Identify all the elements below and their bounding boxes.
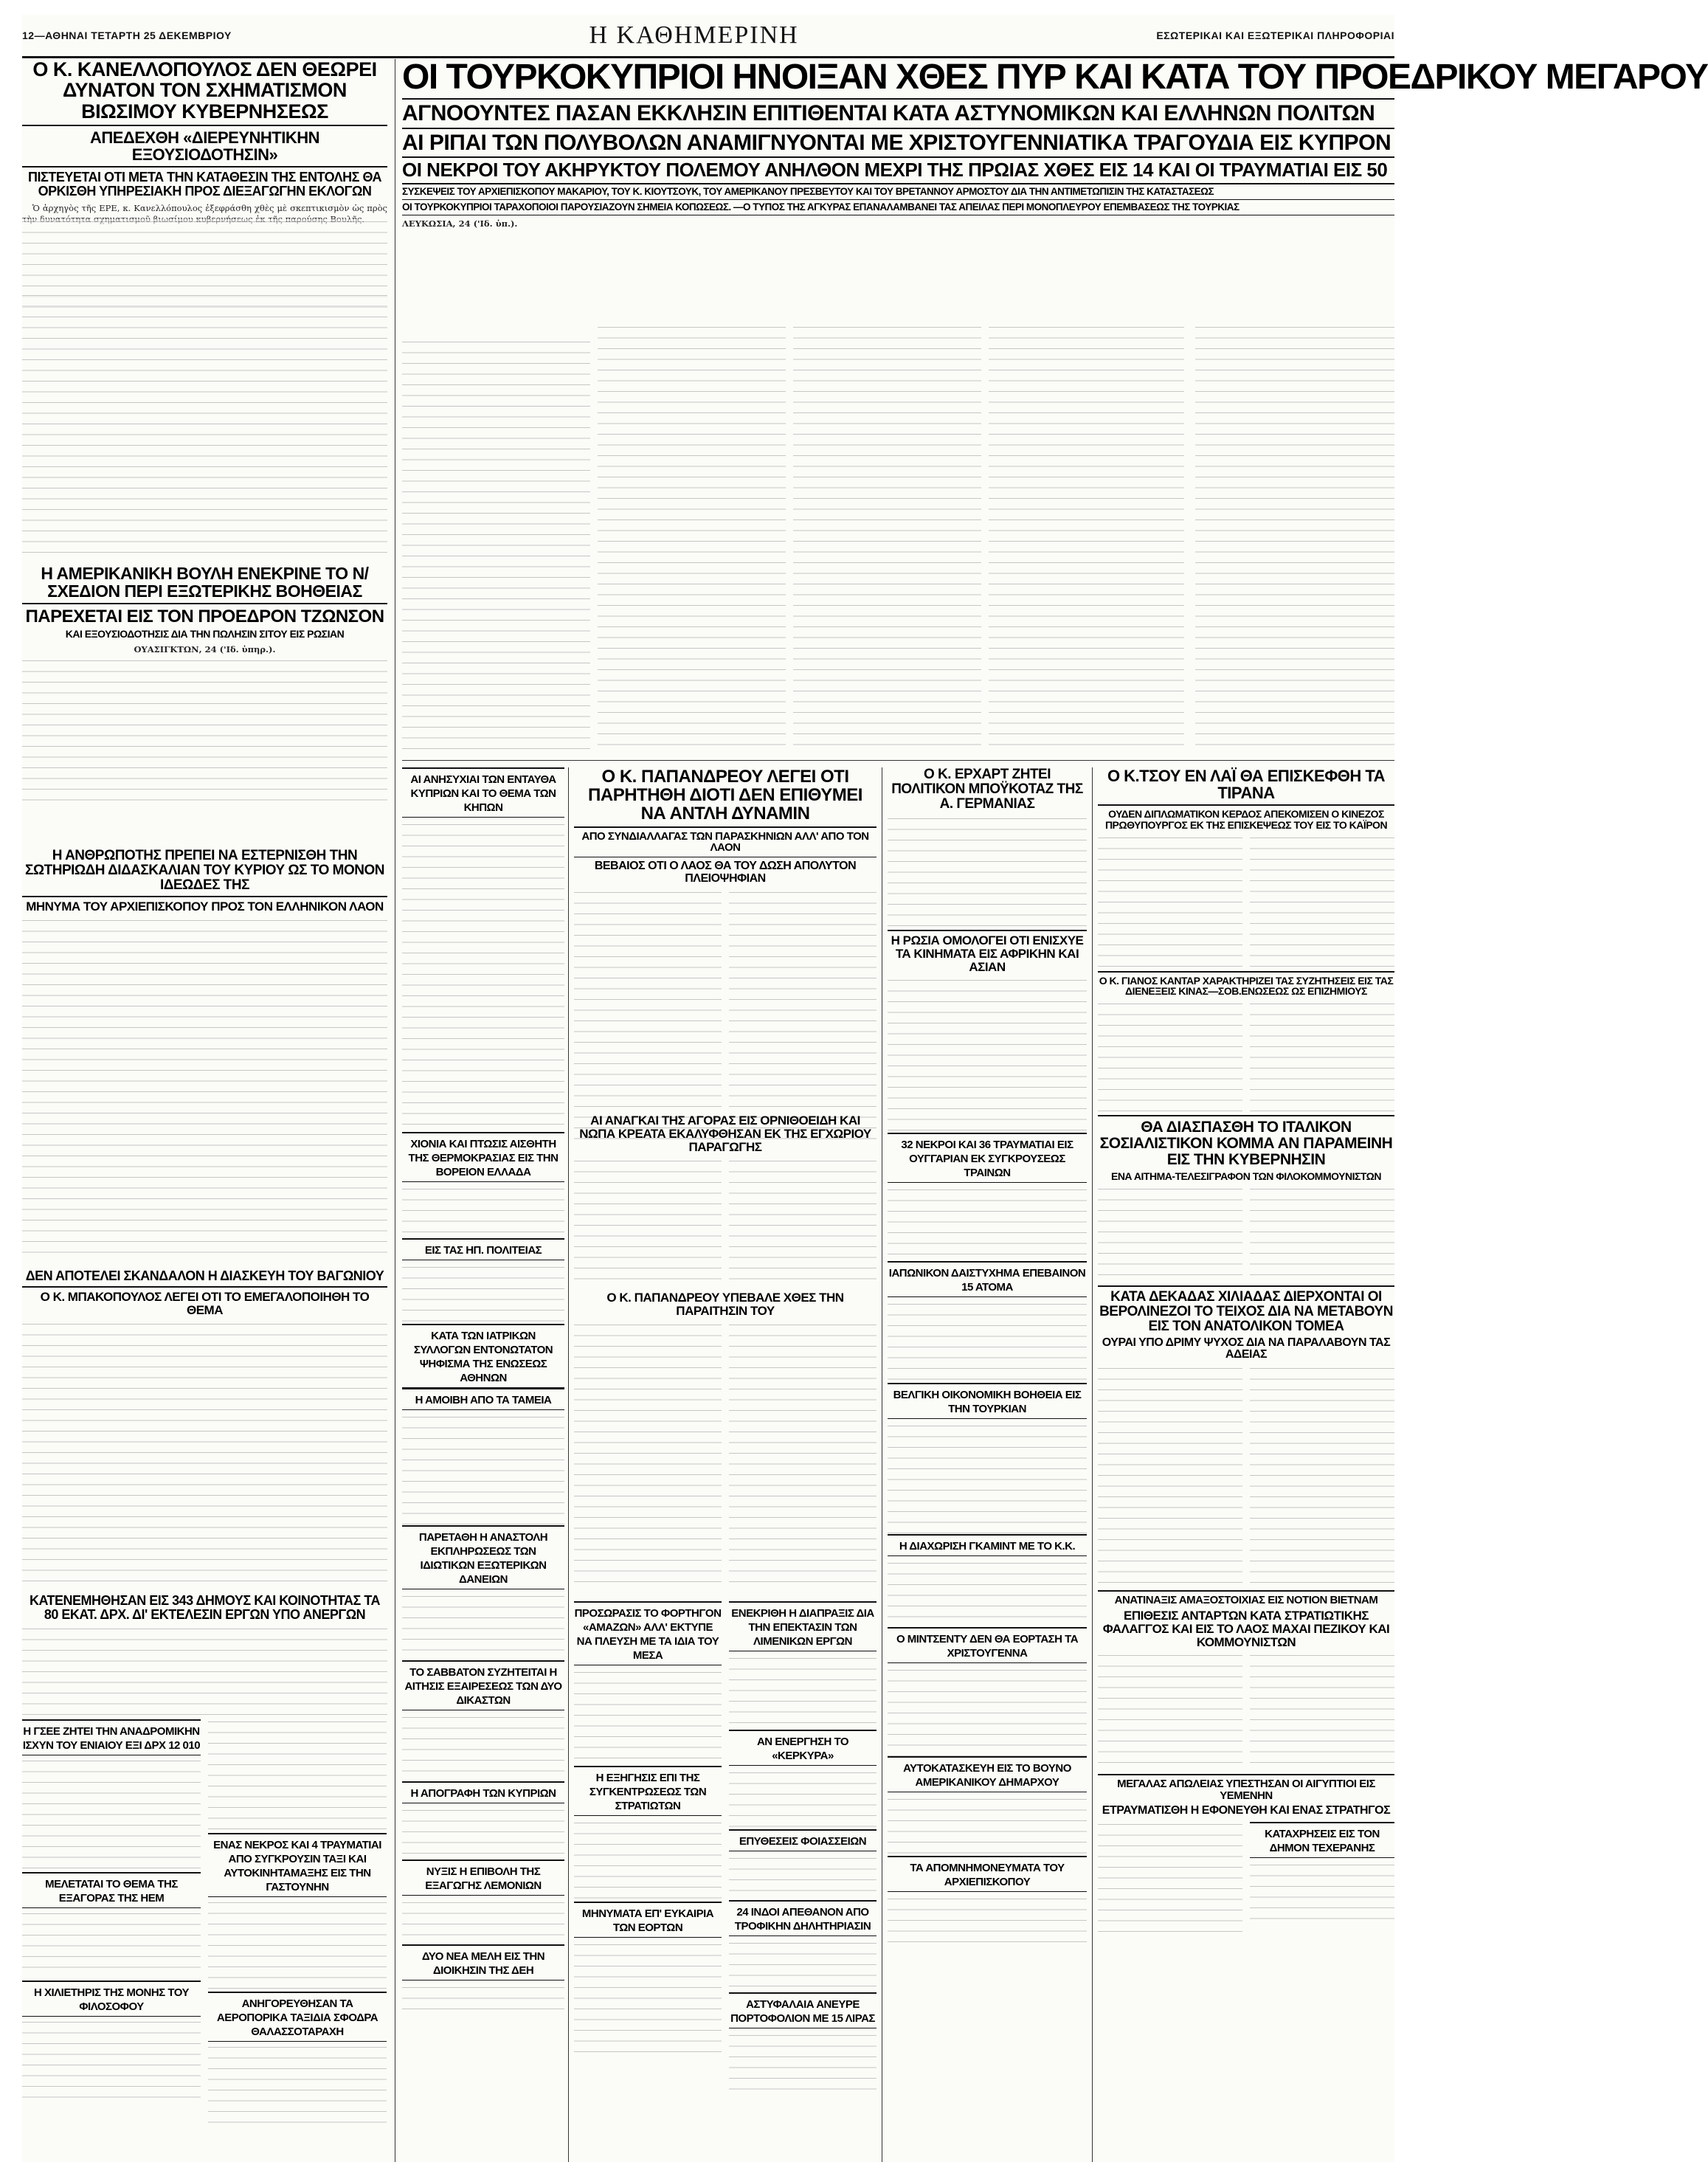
body-text-block (729, 1770, 877, 1829)
body-text-block (208, 1900, 387, 1989)
markets-headline: ΑΙ ΑΝΑΓΚΑΙ ΤΗΣ ΑΓΟΡΑΣ ΕΙΣ ΟΡΝΙΘΟΕΙΔΗ ΚΑΙ ΝΩΠΑ ΚΡΕΑΤΑ ΕΚΑΛΥΦΘΗΣΑΝ ΕΚ ΤΗΣ ΕΓΧΩΡΙΟΥ ΠΑΡΑΓΩΓΗΣ (579, 1113, 871, 1154)
egypt-sub: ΕΤΡΑΥΜΑΤΙΣΘΗ Η ΕΦΟΝΕΥΘΗ ΚΑΙ ΕΝΑΣ ΣΤΡΑΤΗΓΟΣ (1102, 1803, 1391, 1817)
unemployed-headline: ΚΑΤΕΝΕΜΗΘΗΣΑΝ ΕΙΣ 343 ΔΗΜΟΥΣ ΚΑΙ ΚΟΙΝΟΤΗΤΑΣ ΤΑ 80 ΕΚΑΤ. ΔΡΧ. ΔΙ' ΕΚΤΕΛΕΣΙΝ ΕΡΓΩΝ ΥΠΟ ΑΝΕΡΓΩΝ (29, 1593, 380, 1622)
amazon-box: ΠΡΟΣΩΡΑΣΙΣ ΤΟ ΦΟΡΤΗΓΟΝ «ΑΜΑΖΩΝ» ΑΛΛ' ΕΚΤΥΠΕ ΝΑ ΠΛΕΥΣΗ ΜΕ ΤΑ ΙΔΙΑ ΤΟΥ ΜΕΣΑ (574, 1601, 722, 1665)
chou-body (1098, 835, 1394, 968)
lemons-box: ΝΥΞΙΣ Η ΕΠΙΒΟΛΗ ΤΗΣ ΕΞΑΓΩΓΗΣ ΛΕΜΟΝΙΩΝ (402, 1859, 564, 1896)
divider (402, 156, 1394, 158)
unemployed-works-article (22, 1594, 387, 2162)
body-text-block (1250, 1862, 1394, 1921)
newspaper-page (22, 15, 1708, 2162)
cyprus-main-headline: ΟΙ ΤΟΥΡΚΟΚΥΠΡΙΟΙ ΗΝΟΙΞΑΝ ΧΘΕΣ ΠΥΡ ΚΑΙ ΚΑΤΑ ΤΟΥ ΠΡΟΕΔΡΙΚΟΥ ΜΕΓΑΡΟΥ (402, 58, 1708, 97)
wagon-article (22, 1269, 387, 1586)
us-congress-sub2: ΚΑΙ ΕΞΟΥΣΙΟΔΟΤΗΣΙΣ ΔΙΑ ΤΗΝ ΠΩΛΗΣΙΝ ΣΙΤΟΥ ΕΙΣ ΡΩΣΙΑΝ (65, 628, 345, 640)
judges-box: ΤΟ ΣΑΒΒΑΤΟΝ ΣΥΖΗΤΕΙΤΑΙ Η ΑΙΤΗΣΙΣ ΕΞΑΙΡΕΣΕΩΣ ΤΩΝ ΔΥΟ ΔΙΚΑΣΤΩΝ (402, 1660, 564, 1710)
egypt-body (1098, 1822, 1394, 1933)
body-text-block (22, 1322, 387, 1587)
divider (402, 98, 1394, 100)
divider (22, 1286, 387, 1288)
middle-col-3 (729, 1601, 877, 2162)
papandreou-headline: Ο Κ. ΠΑΠΑΝΔΡΕΟΥ ΛΕΓΕΙ ΟΤΙ ΠΑΡΗΤΗΘΗ ΔΙΟΤΙ ΔΕΝ ΕΠΙΘΥΜΕΙ ΝΑ ΑΝΤΛΗ ΔΥΝΑΜΙΝ (588, 767, 862, 824)
divider (1098, 1285, 1394, 1287)
cyprus-deck-1: ΑΓΝΟΟΥΝΤΕΣ ΠΑΣΑΝ ΕΚΚΛΗΣΙΝ ΕΠΙΤΙΘΕΝΤΑΙ ΚΑΤΑ ΑΣΤΥΝΟΜΙΚΩΝ ΚΑΙ ΕΛΛΗΝΩΝ ΠΟΛΙΤΩΝ (402, 101, 1375, 126)
kanellopoulos-lead: Ὁ ἀρχηγὸς τῆς ΕΡΕ, κ. Κανελλόπουλος ἐξεφράσθη χθὲς μὲ σκεπτικισμὸν ὡς πρὸς (32, 203, 387, 213)
body-text-block (888, 1668, 1087, 1756)
fees-box: Η ΑΜΟΙΒΗ ΑΠΟ ΤΑ ΤΑΜΕΙΑ (402, 1388, 564, 1410)
italy-body (1098, 1187, 1394, 1282)
body-text-block (22, 918, 387, 1257)
body-text-block (888, 816, 1087, 927)
vietnam-sub: ΕΠΙΘΕΣΙΣ ΑΝΤΑΡΤΩΝ ΚΑΤΑ ΣΤΡΑΤΙΩΤΙΚΗΣ ΦΑΛΑΓΓΟΣ ΚΑΙ ΕΙΣ ΤΟ ΛΑΟΣ ΜΑΧΑΙ ΠΕΖΙΚΟΥ ΚΑΙ ΚΟΜΜΟΥΝΙΣΤΩΝ (1102, 1608, 1390, 1649)
body-text-block (1250, 835, 1394, 968)
us-item-box: ΕΙΣ ΤΑΣ ΗΠ. ΠΟΛΙΤΕΙΑΣ (402, 1238, 564, 1260)
cyprus-deck-5: ΟΙ ΤΟΥΡΚΟΚΥΠΡΙΟΙ ΤΑΡΑΧΟΠΟΙΟΙ ΠΑΡΟΥΣΙΑΖΟΥΝ ΣΗΜΕΙΑ ΚΟΠΩΣΕΩΣ. —Ο ΤΥΠΟΣ ΤΗΣ ΑΓΚΥΡΑΣ ΕΠΑΝΑΛΑΜΒΑΝΕΙ ΤΑΣ ΑΠΕΙΛΑΣ ΠΕΡΙ ΜΟΝΟΠΛΕΥΡΟΥ ΕΠΕΜΒΑΣΕΩΣ ΤΗΣ ΤΟΥΡΚΙΑΣ (402, 201, 1239, 213)
divider (1098, 804, 1394, 806)
body-text-block (22, 293, 387, 555)
body-text-block (1250, 1187, 1394, 1282)
world-news-col (888, 767, 1087, 2162)
papandreou-article (574, 767, 877, 1107)
kerkyra-box: ΑΝ ΕΝΕΡΓΗΣΗ ΤΟ «ΚΕΡΚΥΡΑ» (729, 1730, 877, 1766)
ng-box: Η ΔΙΑΧΩΡΙΣΗ ΓΚΑΜΙΝΤ ΜΕ ΤΟ Κ.Κ. (888, 1534, 1087, 1556)
body-text-block (208, 2045, 387, 2126)
archbishop-article (22, 849, 387, 1262)
cyprus-body-col-1 (402, 339, 590, 753)
divider (1098, 1115, 1394, 1116)
cypriots-box: ΑΙ ΑΝΗΣΥΧΙΑΙ ΤΩΝ ΕΝΤΑΥΘΑ ΚΥΠΡΙΩΝ ΚΑΙ ΤΟ ΘΕΜΑ ΤΩΝ ΚΗΠΩΝ (402, 767, 564, 818)
section-label: ΕΣΩΤΕΡΙΚΑΙ ΚΑΙ ΕΞΩΤΕΡΙΚΑΙ ΠΛΗΡΟΦΟΡΙΑΙ (1156, 30, 1394, 41)
body-text-block (22, 658, 387, 806)
body-text-block (574, 890, 722, 1141)
census-box: Η ΑΠΟΓΡΑΦΗ ΤΩΝ ΚΥΠΡΙΩΝ (402, 1781, 564, 1803)
divider (402, 199, 1394, 200)
chou-sub: ΟΥΔΕΝ ΔΙΠΛΩΜΑΤΙΚΟΝ ΚΕΡΔΟΣ ΑΠΕΚΟΜΙΣΕΝ Ο ΚΙΝΕΖΟΣ ΠΡΩΘΥΠΟΥΡΓΟΣ ΕΚ ΤΗΣ ΕΠΙΣΚΕΨΕΩΣ ΤΟΥ ΕΙΣ ΤΟ ΚΑΪΡΟΝ (1104, 808, 1388, 831)
kanellopoulos-sub2: ΠΙΣΤΕΥΕΤΑΙ ΟΤΙ ΜΕΤΑ ΤΗΝ ΚΑΤΑΘΕΣΙΝ ΤΗΣ ΕΝΤΟΛΗΣ ΘΑ ΟΡΚΙΣΘΗ ΥΠΗΡΕΣΙΑΚΗ ΠΡΟΣ ΔΙΕΞΑΓΩΓΗΝ ΕΚΛΟΓΩΝ (28, 170, 381, 199)
body-text-block (1098, 1187, 1242, 1282)
body-text-block (574, 1158, 722, 1284)
body-text-block (402, 1715, 564, 1781)
body-text-block (888, 1797, 1087, 1856)
divider (22, 603, 387, 604)
cyprus-body-col-2 (598, 325, 786, 753)
body-text-block (22, 1758, 201, 1869)
divider (22, 896, 387, 897)
short-items-right (208, 1719, 387, 2129)
body-text-block (574, 1942, 722, 2053)
greetings-box: ΜΗΝΥΜΑΤΑ ΕΠ' ΕΥΚΑΙΡΙΑ ΤΩΝ ΕΟΡΤΩΝ (574, 1902, 722, 1938)
body-text-block (22, 1911, 201, 1978)
body-text-block (888, 1187, 1087, 1261)
divider (22, 166, 387, 168)
markets-article (574, 1114, 877, 1284)
loans-box: ΠΑΡΕΤΑΘΗ Η ΑΝΑΣΤΟΛΗ ΕΚΠΛΗΡΩΣΕΩΣ ΤΩΝ ΙΔΙΩΤΙΚΩΝ ΕΞΩΤΕΡΙΚΩΝ ΔΑΝΕΙΩΝ (402, 1525, 564, 1589)
kanellopoulos-headline: Ο Κ. ΚΑΝΕΛΛΟΠΟΥΛΟΣ ΔΕΝ ΘΕΩΡΕΙ ΔΥΝΑΤΟΝ ΤΟΝ ΣΧΗΜΑΤΙΣΜΟΝ ΒΙΩΣΙΜΟΥ ΚΥΒΕΡΝΗΣΕΩΣ (32, 58, 377, 122)
body-text-block (402, 1187, 564, 1238)
mindszenty-box: Ο ΜΙΝΤΣΕΝΤΥ ΔΕΝ ΘΑ ΕΟΡΤΑΣΗ ΤΑ ΧΡΙΣΤΟΥΓΕΝΝΑ (888, 1627, 1087, 1663)
russia-headline: Η ΡΩΣΙΑ ΟΜΟΛΟΓΕΙ ΟΤΙ ΕΝΙΣΧΥΕ ΤΑ ΚΙΝΗΜΑΤΑ ΕΙΣ ΑΦΡΙΚΗΝ ΚΑΙ ΑΣΙΑΝ (891, 933, 1084, 974)
body-text-block (888, 1302, 1087, 1383)
body-text-block (402, 1900, 564, 1944)
cyprus-deck-4: ΣΥΣΚΕΨΕΙΣ ΤΟΥ ΑΡΧΙΕΠΙΣΚΟΠΟΥ ΜΑΚΑΡΙΟΥ, ΤΟΥ Κ. ΚΙΟΥΤΣΟΥΚ, ΤΟΥ ΑΜΕΡΙΚΑΝΟΥ ΠΡΕΣΒΕΥΤΟΥ ΚΑΙ ΤΟΥ ΒΡΕΤΑΝΝΟΥ ΑΡΜΟΣΤΟΥ ΔΙΑ ΤΗΝ ΑΝΤΙΜΕΤΩΠΙΣΙΝ ΤΗΣ ΚΑΤΑΣΤΑΣΕΩΣ (402, 185, 1214, 197)
body-text-block (729, 890, 877, 1141)
middle-col-1 (402, 767, 564, 2162)
body-text-block (888, 1423, 1087, 1534)
papandreou-sub2: ΒΕΒΑΙΟΣ ΟΤΙ Ο ΛΑΟΣ ΘΑ ΤΟΥ ΔΩΣΗ ΑΠΟΛΥΤΟΝ ΠΛΕΙΟΨΗΦΙΑΝ (594, 860, 857, 885)
japan-box: ΙΑΠΩΝΙΚΟΝ ΔΑΙΣΤΥΧΗΜΑ ΕΠΕΒΑΙΝΟΝ 15 ΑΤΟΜΑ (888, 1261, 1087, 1297)
us-congress-sub1: ΠΑΡΕΧΕΤΑΙ ΕΙΣ ΤΟΝ ΠΡΟΕΔΡΟΝ ΤΖΩΝΣΟΝ (25, 607, 384, 627)
divider (888, 930, 1087, 931)
section-rule (402, 760, 1394, 761)
kanellopoulos-continued (22, 293, 387, 555)
egypt-headline: ΜΕΓΑΛΑΣ ΑΠΩΛΕΙΑΣ ΥΠΕΣΤΗΣΑΝ ΟΙ ΑΙΓΥΠΤΙΟΙ ΕΙΣ ΥΕΜΕΝΗΝ (1117, 1778, 1375, 1803)
vietnam-headline: ΑΝΑΤΙΝΑΞΙΣ ΑΜΑΞΟΣΤΟΙΧΙΑΣ ΕΙΣ ΝΟΤΙΟΝ ΒΙΕΤΝΑΜ (1114, 1594, 1378, 1607)
body-text-block (729, 1322, 877, 1588)
body-text-block (888, 1896, 1087, 1948)
divider (1098, 1590, 1394, 1592)
body-text-block (1098, 835, 1242, 968)
markets-body (574, 1158, 877, 1284)
body-text-block (729, 1158, 877, 1284)
body-text-block (574, 1322, 722, 1588)
divider (1098, 971, 1394, 973)
us-congress-article (22, 564, 387, 849)
body-text-block (574, 1820, 722, 1902)
vietnam-body (1098, 1653, 1394, 1771)
body-text-block (402, 1985, 564, 2014)
wagon-headline: ΔΕΝ ΑΠΟΤΕΛΕΙ ΣΚΑΝΔΑΛΟΝ Η ΔΙΑΣΚΕΥΗ ΤΟΥ ΒΑΓΩΝΙΟΥ (25, 1268, 384, 1283)
ports-box: ΕΝΕΚΡΙΘΗ Η ΔΙΑΠΡΑΞΙΣ ΔΙΑ ΤΗΝ ΕΠΕΚΤΑΣΙΝ ΤΩΝ ΛΙΜΕΝΙΚΩΝ ΕΡΓΩΝ (729, 1601, 877, 1651)
body-text-block (729, 2033, 877, 2092)
cyprus-dateline: ΛΕΥΚΩΣΙΑ, 24 ('Ιδ. ὑπ.). (402, 218, 518, 229)
body-text-block (1098, 1366, 1242, 1587)
body-text-block (208, 1719, 387, 1830)
tehran-item (1250, 1822, 1394, 1933)
short-item: ΜΕΛΕΤΑΤΑΙ ΤΟ ΘΕΜΑ ΤΗΣ ΕΞΑΓΟΡΑΣ ΤΗΣ ΗΕΜ (22, 1872, 201, 1908)
cyprus-banner (402, 58, 1708, 339)
masthead (22, 15, 1394, 58)
body-text-block (574, 1670, 722, 1766)
short-item: ΑΝΗΓΟΡΕΥΘΗΣΑΝ ΤΑ ΑΕΡΟΠΟΡΙΚΑ ΤΑΞΙΔΙΑ ΣΦΟΔΡΑ ΘΑΛΑΣΣΟΤΑΡΑΧΗ (208, 1992, 387, 2042)
body-text-block (888, 978, 1087, 1133)
mayor-box: ΑΥΤΟΚΑΤΑΣΚΕΥΗ ΕΙΣ ΤΟ ΒΟΥΝΟ ΑΜΕΡΙΚΑΝΙΚΟΥ ΔΗΜΑΡΧΟΥ (888, 1756, 1087, 1792)
cyprus-deck-3: ΟΙ ΝΕΚΡΟΙ ΤΟΥ ΑΚΗΡΥΚΤΟΥ ΠΟΛΕΜΟΥ ΑΝΗΛΘΟΝ ΜΕΧΡΙ ΤΗΣ ΠΡΩΙΑΣ ΧΘΕΣ ΕΙΣ 14 ΚΑΙ ΟΙ ΤΡΑΥΜΑΤΙΑΙ ΕΙΣ 50 (402, 159, 1388, 182)
berlin-body (1098, 1366, 1394, 1587)
archbishop-sub: ΜΗΝΥΜΑ ΤΟΥ ΑΡΧΙΕΠΙΣΚΟΠΟΥ ΠΡΟΣ ΤΟΝ ΕΛΛΗΝΙΚΟΝ ΛΑΟΝ (26, 899, 384, 914)
short-items (22, 1719, 387, 2129)
thant-headline: Ο Κ. ΓΙΑΝΟΣ ΚΑΝΤΑΡ ΧΑΡΑΚΤΗΡΙΖΕΙ ΤΑΣ ΣΥΖΗΤΗΣΕΙΣ ΕΙΣ ΤΑΣ ΔΙΕΝΕΞΕΙΣ ΚΙΝΑΣ—ΣΟΒ.ΕΝΩΣΕΩΣ ΩΣ ΕΠΙΖΗΜΙΟΥΣ (1099, 974, 1394, 998)
memoirs-box: ΤΑ ΑΠΟΜΝΗΜΟΝΕΥΜΑΤΑ ΤΟΥ ΑΡΧΙΕΠΙΣΚΟΠΟΥ (888, 1856, 1087, 1892)
papandreou-body (574, 890, 877, 1141)
cyprus-body-col-5 (1195, 325, 1394, 753)
italy-headline: ΘΑ ΔΙΑΣΠΑΣΘΗ ΤΟ ΙΤΑΛΙΚΟΝ ΣΟΣΙΑΛΙΣΤΙΚΟΝ ΚΟΜΜΑ ΑΝ ΠΑΡΑΜΕΙΝΗ ΕΙΣ ΤΗΝ ΚΥΒΕΡΝΗΣΙΝ (1099, 1118, 1393, 1169)
soldiers-box: Η ΕΞΗΓΗΣΙΣ ΕΠΙ ΤΗΣ ΣΥΓΚΕΝΤΡΩΣΕΩΣ ΤΩΝ ΣΤΡΑΤΙΩΤΩΝ (574, 1766, 722, 1816)
body-text-block (1098, 1822, 1242, 1933)
cyprus-deck-2: ΑΙ ΡΙΠΑΙ ΤΩΝ ΠΟΛΥΒΟΛΩΝ ΑΝΑΜΙΓΝΥΟΝΤΑΙ ΜΕ ΧΡΙΣΤΟΥΓΕΝΝΙΑΤΙΚΑ ΤΡΑΓΟΥΔΙΑ ΕΙΣ ΚΥΠΡΟΝ (402, 130, 1391, 155)
divider (22, 125, 387, 126)
issue-dateline: 12—ΑΘΗΝΑΙ ΤΕΤΑΡΤΗ 25 ΔΕΚΕΜΒΡΙΟΥ (22, 30, 232, 41)
thant-body (1098, 1001, 1394, 1112)
body-text-block (22, 1626, 387, 1715)
berlin-sub: ΟΥΡΑΙ ΥΠΟ ΔΡΙΜΥ ΨΥΧΟΣ ΔΙΑ ΝΑ ΠΑΡΑΛΑΒΟΥΝ ΤΑΣ ΑΔΕΙΑΣ (1102, 1336, 1391, 1361)
dei-box: ΔΥΟ ΝΕΑ ΜΕΛΗ ΕΙΣ ΤΗΝ ΔΙΟΙΚΗΣΙΝ ΤΗΣ ΔΕΗ (402, 1944, 564, 1981)
berlin-headline: ΚΑΤΑ ΔΕΚΑΔΑΣ ΧΙΛΙΑΔΑΣ ΔΙΕΡΧΟΝΤΑΙ ΟΙ ΒΕΡΟΛΙΝΕΖΟΙ ΤΟ ΤΕΙΧΟΣ ΔΙΑ ΝΑ ΜΕΤΑΒΟΥΝ ΕΙΣ ΤΟΝ ΑΝΑΤΟΛΙΚΟΝ ΤΟΜΕΑ (1099, 1288, 1393, 1334)
short-item: Η ΧΙΛΙΕΤΗΡΙΣ ΤΗΣ ΜΟΝΗΣ ΤΟΥ ΦΙΛΟΣΟΦΟΥ (22, 1981, 201, 2017)
resignation-article (574, 1291, 877, 1594)
resignation-headline: Ο Κ. ΠΑΠΑΝΔΡΕΟΥ ΥΠΕΒΑΛΕ ΧΘΕΣ ΤΗΝ ΠΑΡΑΙΤΗΣΙΝ ΤΟΥ (606, 1291, 844, 1318)
archbishop-headline: Η ΑΝΘΡΩΠΟΤΗΣ ΠΡΕΠΕΙ ΝΑ ΕΣΤΕΡΝΙΣΘΗ ΤΗΝ ΣΩΤΗΡΙΩΔΗ ΔΙΔΑΣΚΑΛΙΑΝ ΤΟΥ ΚΥΡΙΟΥ ΩΣ ΤΟ ΜΟΝΟΝ ΙΔΕΩΔΕΣ ΤΗΣ (24, 848, 384, 893)
column-rule (568, 767, 569, 2162)
body-text-block (1250, 1653, 1394, 1771)
body-text-block (888, 1561, 1087, 1627)
body-text-block (22, 2020, 201, 2101)
italy-sub: ΕΝΑ ΑΙΤΗΜΑ-ΤΕΛΕΣΙΓΡΑΦΟΝ ΤΩΝ ΦΙΛΟΚΟΜΜΟΥΝΙΣΤΩΝ (1110, 1170, 1382, 1183)
belgium-box: ΒΕΛΓΙΚΗ ΟΙΚΟΝΟΜΙΚΗ ΒΟΗΘΕΙΑ ΕΙΣ ΤΗΝ ΤΟΥΡΚΙΑΝ (888, 1383, 1087, 1419)
papandreou-sub: ΑΠΟ ΣΥΝΔΙΑΛΛΑΓΑΣ ΤΩΝ ΠΑΡΑΣΚΗΝΙΩΝ ΑΛΛ' ΑΠΟ ΤΟΝ ΛΑΟΝ (581, 829, 869, 854)
erhard-headline: Ο Κ. ΕΡΧΑΡΤ ΖΗΤΕΙ ΠΟΛΙΤΙΚΟΝ ΜΠΟΫΚΟΤΑΖ ΤΗΣ Α. ΓΕΡΜΑΝΙΑΣ (891, 767, 1083, 812)
us-congress-dateline: ΟΥΑΣΙΓΚΤΩΝ, 24 ('Ιδ. ὑπηρ.). (134, 644, 276, 655)
body-text-block (1098, 1001, 1242, 1112)
train-crash-box: 32 ΝΕΚΡΟΙ ΚΑΙ 36 ΤΡΑΥΜΑΤΙΑΙ ΕΙΣ ΟΥΓΓΑΡΙΑΝ ΕΚ ΣΥΓΚΡΟΥΣΕΩΣ ΤΡΑΙΝΩΝ (888, 1133, 1087, 1183)
snow-box: ΧΙΟΝΙΑ ΚΑΙ ΠΤΩΣΙΣ ΑΙΣΘΗΤΗ ΤΗΣ ΘΕΡΜΟΚΡΑΣΙΑΣ ΕΙΣ ΤΗΝ ΒΟΡΕΙΟΝ ΕΛΛΑΔΑ (402, 1132, 564, 1182)
chou-headline: Ο Κ.ΤΣΟΥ ΕΝ ΛΑΪ ΘΑ ΕΠΙΣΚΕΦΘΗ ΤΑ ΤΙΡΑΝΑ (1107, 767, 1386, 803)
middle-col-2 (574, 1601, 722, 2162)
body-text-block (729, 1856, 877, 1900)
body-text-block (402, 1594, 564, 1660)
body-text-block (402, 822, 564, 1132)
divider (574, 826, 877, 828)
cyprus-body-col-3 (793, 325, 981, 753)
newspaper-title: Η ΚΑΘΗΜΕΡΙΝΗ (589, 21, 799, 49)
short-item: ΕΝΑΣ ΝΕΚΡΟΣ ΚΑΙ 4 ΤΡΑΥΜΑΤΙΑΙ ΑΠΟ ΣΥΓΚΡΟΥΣΙΝ ΤΑΞΙ ΚΑΙ ΑΥΤΟΚΙΝΗΤΑΜΑΞΗΣ ΕΙΣ ΤΗΝ ΓΑΣΤΟΥΝΗΝ (208, 1833, 387, 1897)
body-text-block (402, 1265, 564, 1324)
divider (402, 128, 1394, 129)
kanellopoulos-sub1: ΑΠΕΔΕΧΘΗ «ΔΙΕΡΕΥΝΗΤΙΚΗΝ ΕΞΟΥΣΙΟΔΟΤΗΣΙΝ» (89, 128, 320, 165)
divider (402, 183, 1394, 184)
short-items-left (22, 1719, 201, 2129)
body-text-block (729, 1941, 877, 1992)
attacks-box: ΕΠΥΘΕΣΕΙΣ ΦΟΙΑΣΣΕΙΩΝ (729, 1829, 877, 1851)
body-text-block (402, 1415, 564, 1525)
kanellopoulos-article (22, 59, 387, 288)
resignation-body (574, 1322, 877, 1588)
wallet-box: ΑΣΤΥΦΑΛΑΙΑ ΑΝΕΥΡΕ ΠΟΡΤΟΦΟΛΙΟΝ ΜΕ 15 ΛΙΡΑΣ (729, 1992, 877, 2028)
body-text-block (1098, 1653, 1242, 1771)
short-item: Η ΓΣΕΕ ΖΗΤΕΙ ΤΗΝ ΑΝΑΔΡΟΜΙΚΗΝ ΙΣΧΥΝ ΤΟΥ ΕΝΙΑΙΟΥ ΕΞΙ ΔΡΧ 12 010 (22, 1719, 201, 1755)
divider (1098, 1774, 1394, 1775)
column-rule (1092, 767, 1093, 2162)
wagon-sub: Ο Κ. ΜΠΑΚΟΠΟΥΛΟΣ ΛΕΓΕΙ ΟΤΙ ΤΟ ΕΜΕΓΑΛΟΠΟΙΗΘΗ ΤΟ ΘΕΜΑ (40, 1289, 370, 1317)
body-text-block (402, 1808, 564, 1859)
body-text-block (729, 1656, 877, 1730)
tehran-box: ΚΑΤΑΧΡΗΣΕΙΣ ΕΙΣ ΤΟΝ ΔΗΜΟΝ ΤΕΧΕΡΑΝΗΣ (1250, 1822, 1394, 1858)
far-right-col (1098, 767, 1394, 2162)
india-box: 24 ΙΝΔΟΙ ΑΠΕΘΑΝΟΝ ΑΠΟ ΤΡΟΦΙΚΗΝ ΔΗΛΗΤΗΡΙΑΣΙΝ (729, 1900, 877, 1936)
body-text-block (1250, 1366, 1394, 1587)
body-text-block (1250, 1001, 1394, 1112)
us-congress-headline: Η ΑΜΕΡΙΚΑΝΙΚΗ ΒΟΥΛΗ ΕΝΕΚΡΙΝΕ ΤΟ Ν/ΣΧΕΔΙΟΝ ΠΕΡΙ ΕΞΩΤΕΡΙΚΗΣ ΒΟΗΘΕΙΑΣ (41, 564, 369, 601)
doctors-box: ΚΑΤΑ ΤΩΝ ΙΑΤΡΙΚΩΝ ΣΥΛΛΟΓΩΝ ΕΝΤΟΝΩΤΑΤΟΝ ΨΗΦΙΣΜΑ ΤΗΣ ΕΝΩΣΕΩΣ ΑΘΗΝΩΝ (402, 1324, 564, 1388)
cyprus-body-col-4 (989, 325, 1184, 753)
